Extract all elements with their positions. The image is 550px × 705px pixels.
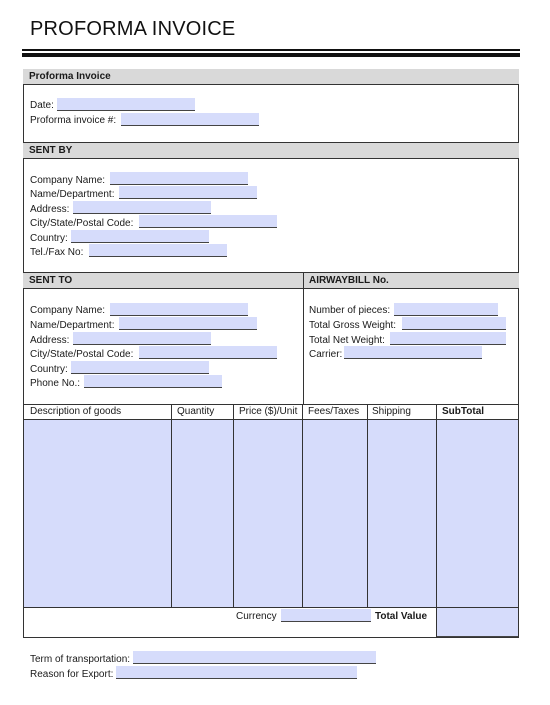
- pieces-field[interactable]: [394, 303, 498, 316]
- column-divider: [367, 404, 368, 607]
- sent-to-airwaybill-divider: [303, 273, 304, 404]
- sent-by-address-field[interactable]: [73, 201, 211, 214]
- column-divider: [233, 404, 234, 607]
- sent-by-phone-label: Tel./Fax No:: [30, 247, 84, 258]
- invoice-number-label: Proforma invoice #:: [30, 115, 117, 126]
- sent-by-city-field[interactable]: [139, 215, 277, 228]
- gross-weight-label: Total Gross Weight:: [309, 320, 397, 331]
- title-rule-thin: [22, 49, 520, 51]
- gross-weight-field[interactable]: [402, 317, 506, 330]
- column-divider: [171, 404, 172, 607]
- sent-to-address-label: Address:: [30, 335, 70, 346]
- sent-to-country-field[interactable]: [71, 361, 209, 374]
- sent-to-department-field[interactable]: [119, 317, 257, 330]
- shipping-column-field[interactable]: [368, 420, 436, 607]
- net-weight-label: Total Net Weight:: [309, 335, 385, 346]
- sent-by-department-label: Name/Department:: [30, 189, 115, 200]
- sent-to-header: SENT TO: [23, 273, 303, 289]
- export-reason-field[interactable]: [116, 666, 357, 679]
- total-value-field[interactable]: [437, 608, 518, 637]
- column-header-price: Price ($)/Unit: [239, 406, 298, 417]
- total-value-label: Total Value: [375, 611, 428, 622]
- column-header-description: Description of goods: [30, 406, 122, 417]
- sent-to-country-label: Country:: [30, 364, 68, 375]
- subtotal-column-field[interactable]: [437, 420, 518, 607]
- column-header-quantity: Quantity: [177, 406, 215, 417]
- sent-by-address-label: Address:: [30, 204, 70, 215]
- sent-by-department-field[interactable]: [119, 186, 257, 199]
- description-column-field[interactable]: [24, 420, 171, 607]
- sent-by-country-field[interactable]: [71, 230, 209, 243]
- sent-by-company-field[interactable]: [110, 172, 248, 185]
- export-reason-label: Reason for Export:: [30, 669, 114, 680]
- carrier-label: Carrier:: [309, 349, 343, 360]
- fees-column-field[interactable]: [303, 420, 367, 607]
- pieces-label: Number of pieces:: [309, 305, 391, 316]
- sent-to-company-label: Company Name:: [30, 305, 106, 316]
- sent-by-header: SENT BY: [23, 143, 519, 159]
- sent-to-phone-label: Phone No.:: [30, 378, 81, 389]
- invoice-number-field[interactable]: [121, 113, 259, 126]
- column-divider: [436, 404, 437, 638]
- column-header-subtotal: SubTotal: [442, 406, 485, 417]
- price-column-field[interactable]: [234, 420, 302, 607]
- currency-label: Currency: [236, 611, 277, 622]
- document-title: PROFORMA INVOICE: [30, 18, 236, 40]
- currency-field[interactable]: [281, 609, 371, 622]
- sent-to-company-field[interactable]: [110, 303, 248, 316]
- sent-by-company-label: Company Name:: [30, 175, 106, 186]
- airwaybill-header: AIRWAYBILL No.: [303, 273, 519, 289]
- date-field[interactable]: [57, 98, 195, 111]
- proforma-header: Proforma Invoice: [23, 69, 519, 85]
- sent-to-phone-field[interactable]: [84, 375, 222, 388]
- column-divider: [302, 404, 303, 607]
- quantity-column-field[interactable]: [172, 420, 233, 607]
- net-weight-field[interactable]: [390, 332, 506, 345]
- transport-label: Term of transportation:: [30, 654, 131, 665]
- sent-by-phone-field[interactable]: [89, 244, 227, 257]
- sent-to-city-field[interactable]: [139, 346, 277, 359]
- sent-by-city-label: City/State/Postal Code:: [30, 218, 134, 229]
- column-header-shipping: Shipping: [372, 406, 411, 417]
- sent-to-address-field[interactable]: [73, 332, 211, 345]
- sent-by-country-label: Country:: [30, 233, 68, 244]
- column-header-fees: Fees/Taxes: [308, 406, 360, 417]
- date-label: Date:: [30, 100, 54, 111]
- title-rule-thick: [22, 53, 520, 57]
- sent-to-city-label: City/State/Postal Code:: [30, 349, 134, 360]
- transport-field[interactable]: [133, 651, 376, 664]
- sent-to-department-label: Name/Department:: [30, 320, 115, 331]
- carrier-field[interactable]: [344, 346, 482, 359]
